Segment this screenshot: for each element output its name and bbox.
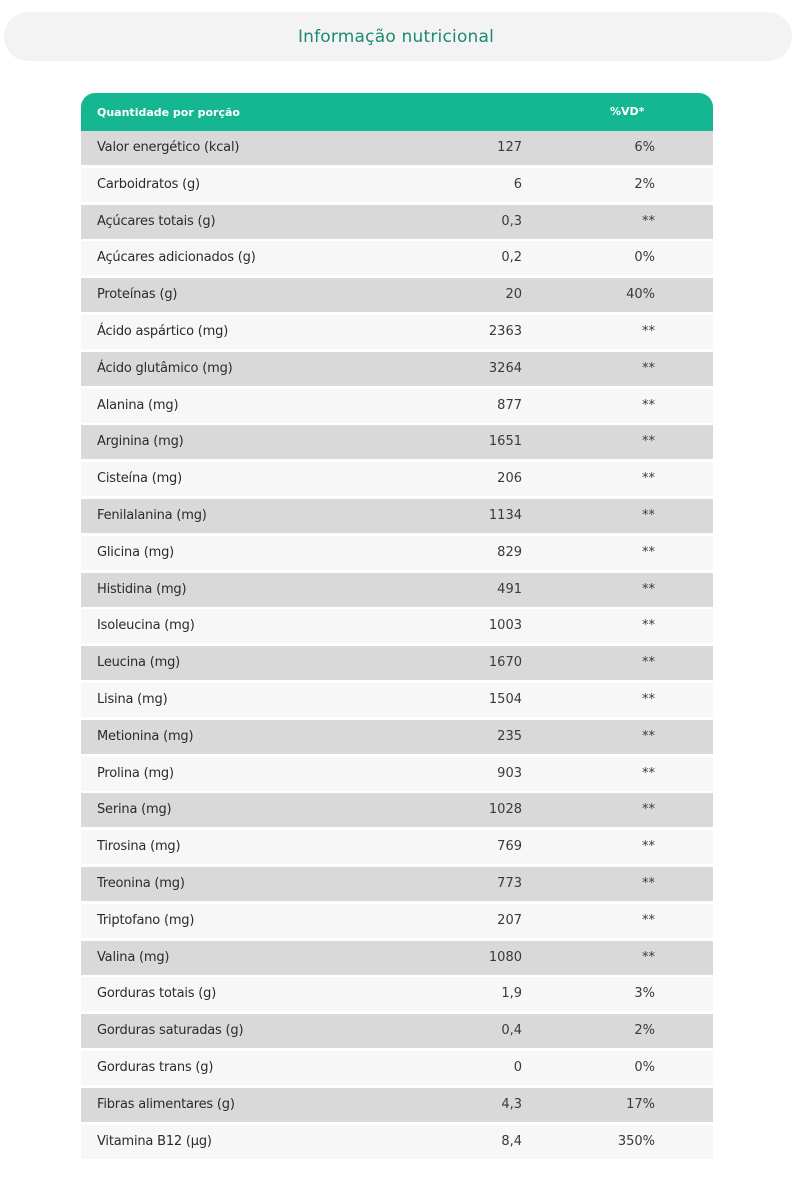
nutrient-name: Cisteína (mg) [97,471,182,487]
nutrient-daily-value: 0% [634,250,655,266]
nutrient-quantity: 4,3 [501,1096,522,1112]
nutrient-name: Histidina (mg) [97,581,187,597]
table-row [81,830,713,864]
table-row [81,389,713,423]
nutrient-name: Fenilalanina (mg) [97,507,207,523]
table-row [81,867,713,901]
nutrient-daily-value: 0% [634,1059,655,1075]
nutrient-daily-value: ** [642,618,655,634]
table-row [81,315,713,349]
nutrient-quantity: 1003 [488,618,522,634]
nutrient-name: Gorduras totais (g) [97,986,217,1002]
nutrient-daily-value: ** [642,213,655,229]
table-row [81,609,713,643]
nutrient-quantity: 6 [513,176,522,192]
column-header-quantity: Quantidade por porção [97,106,240,119]
nutrient-name: Serina (mg) [97,802,172,818]
table-row [81,462,713,496]
table-row [81,941,713,975]
nutrient-quantity: 1670 [488,655,522,671]
table-row [81,904,713,938]
nutrient-daily-value: ** [642,728,655,744]
nutrient-quantity: 206 [497,471,522,487]
nutrient-daily-value: 350% [617,1133,655,1149]
table-row [81,352,713,386]
nutrient-quantity: 0,2 [501,250,522,266]
table-body [81,131,713,1159]
nutrient-daily-value: 17% [626,1096,655,1112]
nutrient-daily-value: 40% [626,287,655,303]
nutrient-name: Ácido glutâmico (mg) [97,360,233,376]
nutrient-quantity: 1134 [488,507,522,523]
nutrition-table [81,93,713,1161]
table-row [81,278,713,312]
nutrient-name: Gorduras saturadas (g) [97,1023,244,1039]
nutrient-name: Valina (mg) [97,949,170,965]
table-row [81,536,713,570]
nutrient-quantity: 829 [497,544,522,560]
nutrient-quantity: 769 [497,839,522,855]
nutrient-name: Carboidratos (g) [97,176,200,192]
nutrient-quantity: 903 [497,765,522,781]
nutrient-name: Açúcares totais (g) [97,213,216,229]
nutrient-name: Isoleucina (mg) [97,618,195,634]
nutrient-quantity: 127 [497,140,522,155]
nutrient-daily-value: ** [642,434,655,450]
table-header [81,93,713,131]
nutrient-quantity: 207 [497,912,522,928]
nutrient-name: Valor energético (kcal) [97,140,240,155]
nutrient-name: Açúcares adicionados (g) [97,250,256,266]
nutrient-quantity: 491 [497,581,522,597]
nutrient-quantity: 2363 [488,323,522,339]
nutrient-name: Proteínas (g) [97,287,178,303]
nutrient-quantity: 1080 [488,949,522,965]
nutrient-daily-value: ** [642,839,655,855]
table-row [81,1088,713,1122]
nutrient-daily-value: ** [642,323,655,339]
nutrient-quantity: 235 [497,728,522,744]
nutrient-daily-value: 6% [634,140,655,155]
nutrient-quantity: 0,3 [501,213,522,229]
nutrient-daily-value: ** [642,397,655,413]
table-row [81,131,713,165]
table-row [81,573,713,607]
nutrient-name: Glicina (mg) [97,544,175,560]
nutrient-daily-value: ** [642,655,655,671]
nutrient-daily-value: 2% [634,1023,655,1039]
nutrient-name: Leucina (mg) [97,655,181,671]
nutrient-name: Metionina (mg) [97,728,194,744]
nutrient-name: Lisina (mg) [97,691,168,707]
nutrient-name: Prolina (mg) [97,765,174,781]
nutrient-name: Triptofano (mg) [97,912,195,928]
table-row [81,205,713,239]
nutrient-quantity: 1651 [488,434,522,450]
nutrient-daily-value: 2% [634,176,655,192]
nutrient-daily-value: ** [642,471,655,487]
table-row [81,977,713,1011]
section-header[interactable] [4,12,792,61]
nutrient-name: Alanina (mg) [97,397,179,413]
nutrient-daily-value: ** [642,581,655,597]
section-title: Informação nutricional [297,26,495,47]
nutrient-quantity: 20 [505,287,522,303]
nutrient-name: Arginina (mg) [97,434,184,450]
nutrient-quantity: 877 [497,397,522,413]
nutrient-name: Ácido aspártico (mg) [97,323,229,339]
nutrient-quantity: 773 [497,875,522,891]
nutrient-name: Gorduras trans (g) [97,1059,214,1075]
nutrient-daily-value: ** [642,802,655,818]
nutrient-daily-value: ** [642,544,655,560]
nutrient-daily-value: ** [642,691,655,707]
nutrient-name: Tirosina (mg) [97,839,181,855]
table-row [81,1125,713,1159]
nutrient-name: Vitamina B12 (µg) [97,1133,212,1149]
table-row [81,241,713,275]
nutrient-daily-value: ** [642,507,655,523]
table-row [81,425,713,459]
table-row [81,793,713,827]
nutrient-quantity: 3264 [488,360,522,376]
nutrient-daily-value: 3% [634,986,655,1002]
nutrient-quantity: 1504 [488,691,522,707]
nutrient-quantity: 0,4 [501,1023,522,1039]
table-row [81,499,713,533]
nutrient-daily-value: ** [642,765,655,781]
nutrient-quantity: 0 [513,1059,522,1075]
table-row [81,1014,713,1048]
nutrient-daily-value: ** [642,949,655,965]
nutrient-name: Treonina (mg) [97,875,185,891]
nutrient-name: Fibras alimentares (g) [97,1096,235,1112]
column-header-vd: %VD* [610,105,645,118]
table-row [81,683,713,717]
nutrient-quantity: 1,9 [501,986,522,1002]
table-row [81,168,713,202]
nutrient-quantity: 1028 [488,802,522,818]
table-row [81,1051,713,1085]
table-row [81,757,713,791]
nutrient-daily-value: ** [642,912,655,928]
nutrient-daily-value: ** [642,360,655,376]
table-row [81,720,713,754]
table-row [81,646,713,680]
nutrient-daily-value: ** [642,875,655,891]
nutrient-quantity: 8,4 [501,1133,522,1149]
